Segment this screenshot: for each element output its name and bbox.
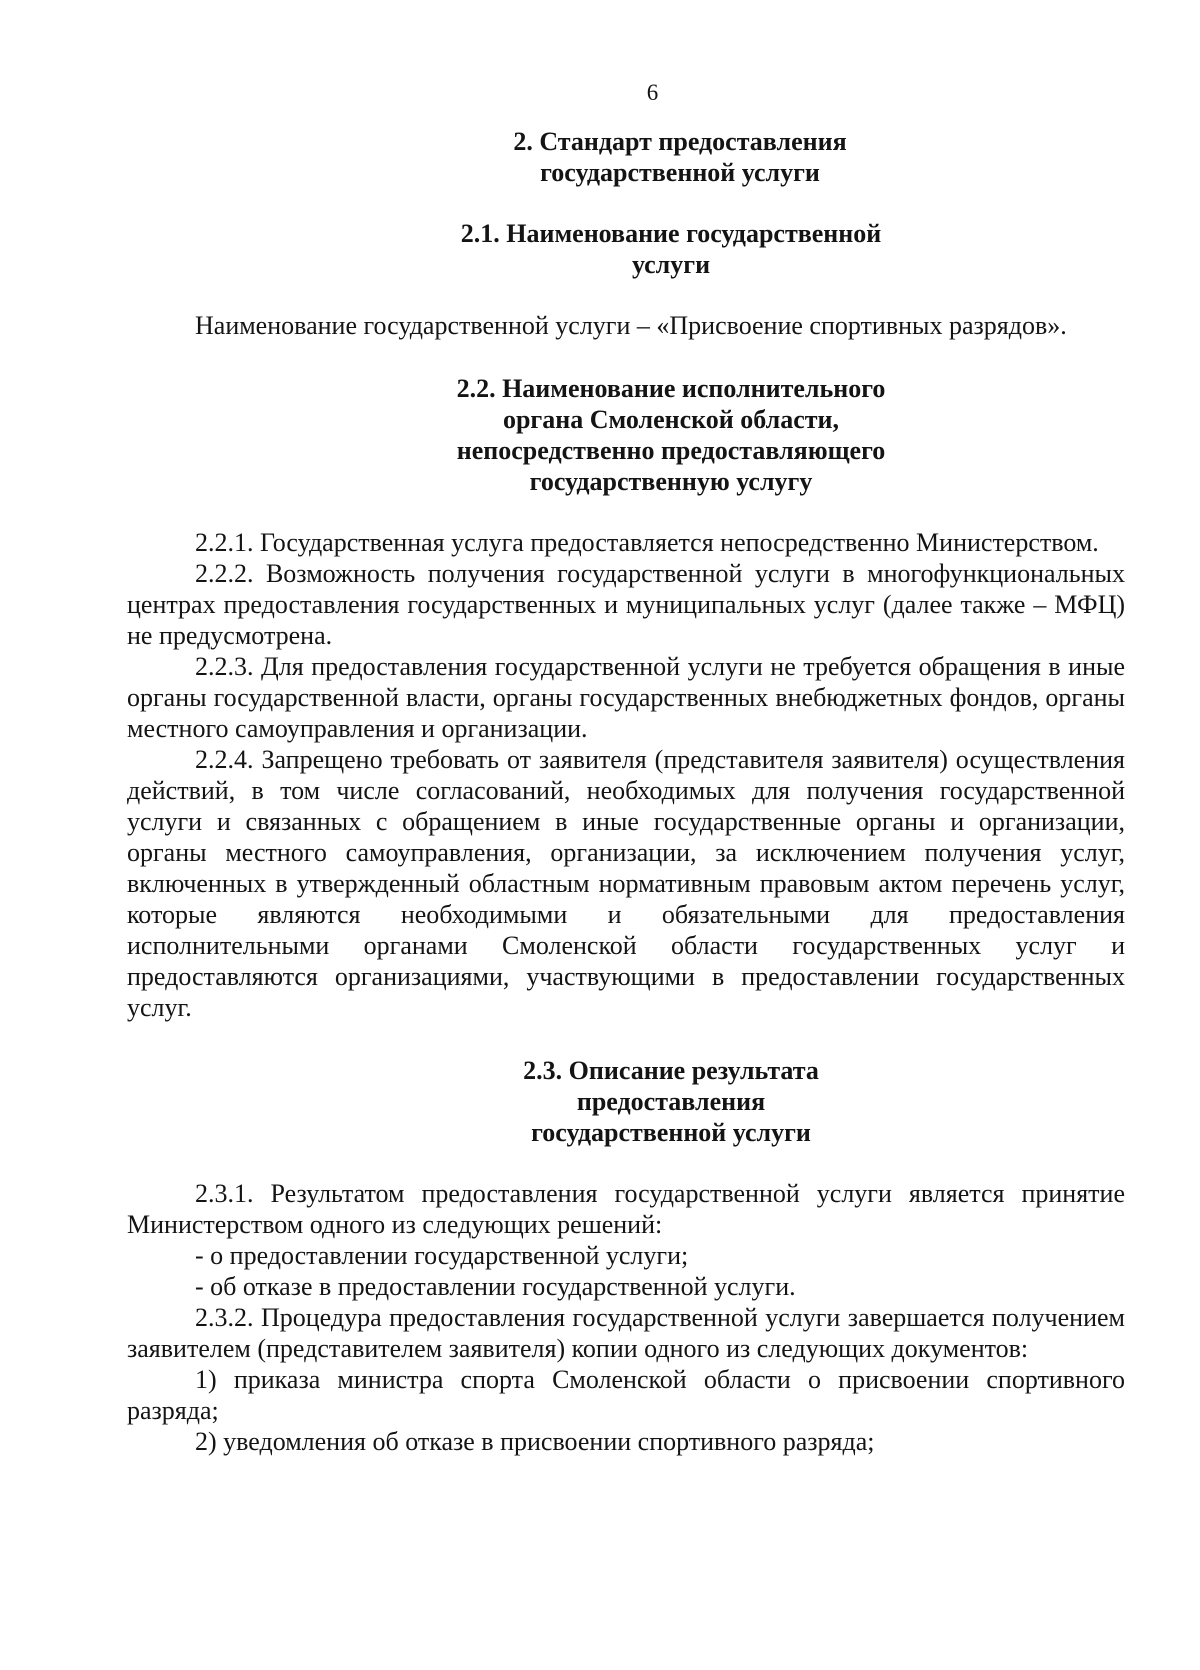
heading-line: непосредственно предоставляющего xyxy=(456,436,886,465)
heading-line: услуги xyxy=(631,250,711,279)
section-2-3-heading xyxy=(127,1055,1125,1148)
paragraph-2-3-2: 2.3.2. Процедура предоставления государственной услуги завершается получением заявителем (представителем заявителя) копии одного из следующих документов: xyxy=(127,1303,1125,1363)
document-body xyxy=(127,126,1125,1457)
list-item: - о предоставлении государственной услуги; xyxy=(195,1241,689,1270)
heading-line: 2.1. Наименование государственной xyxy=(460,219,882,248)
section-2-1-heading xyxy=(127,218,1125,280)
paragraph-2-2-2: 2.2.2. Возможность получения государственной услуги в многофункциональных центрах предоставления государственных и муниципальных услуг (далее также – МФЦ) не предусмотрена. xyxy=(127,559,1125,650)
heading-line: 2.2. Наименование исполнительного xyxy=(456,374,886,403)
heading-line: государственной услуги xyxy=(531,1118,811,1147)
heading-line: государственной услуги xyxy=(540,158,820,187)
section-2-2-heading xyxy=(127,373,1125,497)
heading-line: предоставления xyxy=(576,1087,766,1116)
paragraph-2-2-4: 2.2.4. Запрещено требовать от заявителя (представителя заявителя) осуществления действий, в том числе согласований, необходимых для получения государственной услуги и связанных с обращением в иные государственные органы и организации, органы местного самоуправления, организации, за исключением получения услуг, включенных в утвержденный областным нормативным правовым актом перечень услуг, которые являются необходимыми и обязательными для предоставления исполнительными органами Смоленской области государственных услуг и предоставляются организациями, участвующими в предоставлении государственных услуг. xyxy=(127,745,1125,1022)
list-item: 1) приказа министра спорта Смоленской области о присвоении спортивного разряда; xyxy=(127,1365,1125,1425)
section-2-1-text: Наименование государственной услуги – «Присвоение спортивных разрядов». xyxy=(195,311,1067,340)
heading-line: 2.3. Описание результата xyxy=(523,1056,819,1085)
heading-line: органа Смоленской области, xyxy=(502,405,840,434)
paragraph-2-3-1: 2.3.1. Результатом предоставления государственной услуги является принятие Министерством одного из следующих решений: xyxy=(127,1179,1125,1239)
section-2-heading xyxy=(127,126,1125,188)
paragraph-2-2-1: 2.2.1. Государственная услуга предоставляется непосредственно Министерством. xyxy=(195,528,1099,557)
list-item: - об отказе в предоставлении государственной услуги. xyxy=(195,1272,796,1301)
list-item: 2) уведомления об отказе в присвоении спортивного разряда; xyxy=(195,1427,875,1456)
heading-line: 2. Стандарт предоставления xyxy=(513,127,847,156)
heading-line: государственную услугу xyxy=(529,467,813,496)
page-number: 6 xyxy=(646,80,659,105)
paragraph-2-2-3: 2.2.3. Для предоставления государственной услуги не требуется обращения в иные органы государственной власти, органы государственных внебюджетных фондов, органы местного самоуправления и организации. xyxy=(127,652,1125,743)
